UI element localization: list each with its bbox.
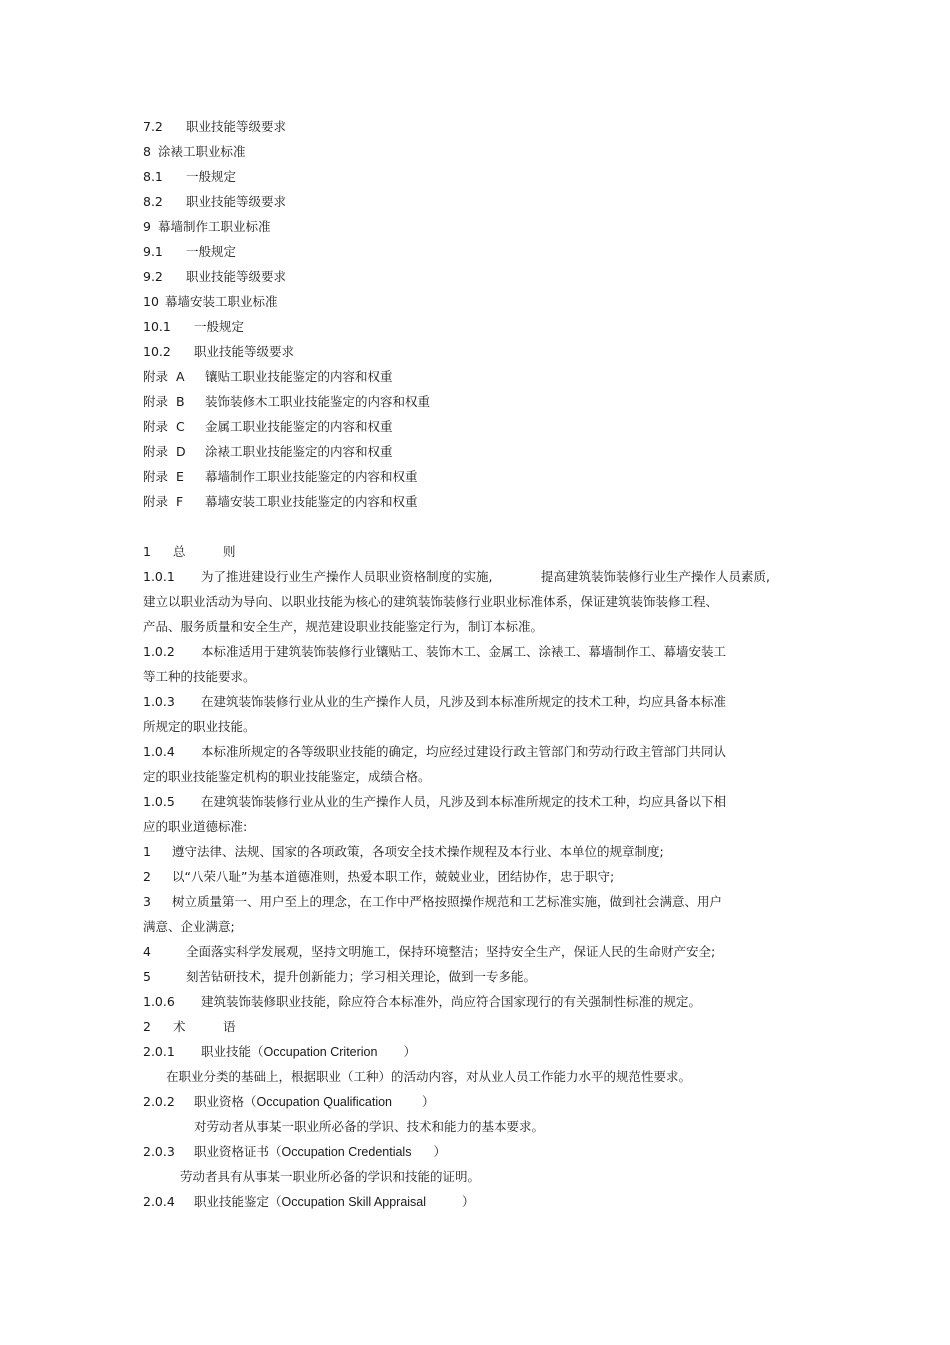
toc-title: 职业技能等级要求 xyxy=(186,194,287,209)
paragraph-line xyxy=(143,819,247,835)
toc-title: 装饰装修木工职业技能鉴定的内容和权重 xyxy=(205,394,431,409)
toc-entry xyxy=(143,369,393,385)
toc-entry xyxy=(143,494,418,510)
toc-title: 职业技能等级要求 xyxy=(186,269,287,284)
list-text: 遵守法律、法规、国家的各项政策，各项安全技术操作规程及本行业、本单位的规章制度; xyxy=(172,844,664,859)
clause-number: 2.0.3 xyxy=(143,1144,175,1159)
list-item xyxy=(143,969,536,985)
toc-title: 一般规定 xyxy=(186,244,237,259)
paragraph-text: 为了推进建设行业生产操作人员职业资格制度的实施, xyxy=(201,569,493,584)
list-number: 1 xyxy=(143,844,151,859)
term-name: 职业资格（ xyxy=(194,1094,257,1109)
toc-title: 金属工职业技能鉴定的内容和权重 xyxy=(205,419,393,434)
list-item xyxy=(143,869,614,885)
clause-number: 2.0.2 xyxy=(143,1094,175,1109)
toc-entry xyxy=(143,319,244,335)
paragraph-text: 定的职业技能鉴定机构的职业技能鉴定，成绩合格。 xyxy=(143,769,431,784)
toc-number: 8.2 xyxy=(143,194,163,209)
paragraph-line xyxy=(143,994,701,1010)
paragraph-line xyxy=(143,794,726,810)
list-text: 满意、企业满意; xyxy=(143,919,235,934)
list-text: 以“八荣八耻”为基本道德准则，热爱本职工作，兢兢业业，团结协作，忠于职守; xyxy=(172,869,615,884)
paragraph-line xyxy=(143,744,726,760)
toc-number: 附录 B xyxy=(143,394,185,409)
paragraph-line xyxy=(541,569,770,585)
toc-title: 涂裱工职业技能鉴定的内容和权重 xyxy=(205,444,393,459)
clause-number: 2.0.4 xyxy=(143,1194,175,1209)
paragraph-text: 所规定的职业技能。 xyxy=(143,719,256,734)
list-number: 4 xyxy=(143,944,151,959)
toc-number: 附录 F xyxy=(143,494,184,509)
term-name: 职业技能鉴定（ xyxy=(194,1194,282,1209)
toc-entry xyxy=(143,244,236,260)
term-english: Occupation Criterion xyxy=(263,1045,378,1059)
term-close: ） xyxy=(422,1094,435,1109)
list-number: 2 xyxy=(143,869,151,884)
section-number: 1 xyxy=(143,544,151,559)
term-definition: 在职业分类的基础上，根据职业（工种）的活动内容，对从业人员工作能力水平的规范性要求。 xyxy=(166,1069,692,1084)
paragraph-text: 在建筑装饰装修行业从业的生产操作人员，凡涉及到本标准所规定的技术工种，均应具备以下相 xyxy=(201,794,727,809)
term-close: ） xyxy=(433,1144,446,1159)
toc-entry xyxy=(143,144,246,160)
toc-title: 幕墙安装工职业标准 xyxy=(165,294,278,309)
toc-number: 8.1 xyxy=(143,169,163,184)
toc-title: 镶贴工职业技能鉴定的内容和权重 xyxy=(205,369,393,384)
term-line xyxy=(143,1194,475,1210)
list-number: 3 xyxy=(143,894,151,909)
list-text: 刻苦钻研技术，提升创新能力；学习相关理论，做到一专多能。 xyxy=(186,969,537,984)
paragraph-text: 提高建筑装饰装修行业生产操作人员素质, xyxy=(541,569,770,584)
toc-number: 10.1 xyxy=(143,319,171,334)
list-number: 5 xyxy=(143,969,151,984)
section-heading-char: 语 xyxy=(223,1019,236,1034)
section-heading-char: 术 xyxy=(173,1019,186,1034)
term-line xyxy=(143,1044,416,1060)
toc-number: 附录 C xyxy=(143,419,185,434)
section-heading xyxy=(143,544,236,560)
paragraph-line xyxy=(143,569,492,585)
toc-number: 8 xyxy=(143,144,151,159)
paragraph-text: 本标准适用于建筑装饰装修行业镶贴工、装饰木工、金属工、涂裱工、幕墙制作工、幕墙安装工 xyxy=(201,644,727,659)
term-name: 职业技能（ xyxy=(201,1044,264,1059)
clause-number: 2.0.1 xyxy=(143,1044,175,1059)
term-english: Occupation Credentials xyxy=(281,1145,412,1159)
toc-title: 职业技能等级要求 xyxy=(194,344,295,359)
toc-number: 7.2 xyxy=(143,119,163,134)
toc-number: 9.1 xyxy=(143,244,163,259)
list-text: 全面落实科学发展观，坚持文明施工，保持环境整洁；坚持安全生产，保证人民的生命财产安全; xyxy=(186,944,716,959)
list-item xyxy=(143,844,664,860)
paragraph-text: 等工种的技能要求。 xyxy=(143,669,256,684)
term-english: Occupation Skill Appraisal xyxy=(281,1195,427,1209)
list-item xyxy=(143,894,722,910)
paragraph-line xyxy=(143,594,718,610)
toc-title: 一般规定 xyxy=(186,169,237,184)
toc-number: 附录 D xyxy=(143,444,186,459)
clause-number: 1.0.1 xyxy=(143,569,175,584)
paragraph-line xyxy=(143,769,431,785)
clause-number: 1.0.5 xyxy=(143,794,175,809)
paragraph-line xyxy=(143,619,543,635)
list-text: 树立质量第一、用户至上的理念，在工作中严格按照操作规范和工艺标准实施，做到社会满意、用户 xyxy=(172,894,723,909)
term-name: 职业资格证书（ xyxy=(194,1144,282,1159)
paragraph-text: 应的职业道德标准: xyxy=(143,819,248,834)
toc-entry xyxy=(143,444,393,460)
paragraph-text: 本标准所规定的各等级职业技能的确定，均应经过建设行政主管部门和劳动行政主管部门共同认 xyxy=(201,744,727,759)
toc-title: 幕墙制作工职业技能鉴定的内容和权重 xyxy=(205,469,418,484)
toc-title: 涂裱工职业标准 xyxy=(158,144,246,159)
toc-number: 9.2 xyxy=(143,269,163,284)
paragraph-line xyxy=(143,669,256,685)
term-definition: 劳动者具有从事某一职业所必备的学识和技能的证明。 xyxy=(180,1169,481,1184)
toc-number: 附录 E xyxy=(143,469,184,484)
term-line xyxy=(143,1144,446,1160)
clause-number: 1.0.6 xyxy=(143,994,175,1009)
toc-entry xyxy=(143,269,286,285)
toc-entry xyxy=(143,419,393,435)
toc-entry xyxy=(143,294,278,310)
term-definition: 对劳动者从事某一职业所必备的学识、技术和能力的基本要求。 xyxy=(194,1119,545,1134)
toc-title: 幕墙制作工职业标准 xyxy=(158,219,271,234)
toc-entry xyxy=(143,169,236,185)
toc-entry xyxy=(143,394,430,410)
section-number: 2 xyxy=(143,1019,151,1034)
toc-entry xyxy=(143,119,286,135)
clause-number: 1.0.3 xyxy=(143,694,175,709)
paragraph-line xyxy=(143,694,726,710)
paragraph-text: 建筑装饰装修职业技能，除应符合本标准外，尚应符合国家现行的有关强制性标准的规定。 xyxy=(201,994,702,1009)
paragraph-text: 产品、服务质量和安全生产，规范建设职业技能鉴定行为，制订本标准。 xyxy=(143,619,544,634)
paragraph-line xyxy=(143,644,726,660)
toc-title: 职业技能等级要求 xyxy=(186,119,287,134)
clause-number: 1.0.4 xyxy=(143,744,175,759)
list-item xyxy=(143,944,715,960)
paragraph-text: 在建筑装饰装修行业从业的生产操作人员，凡涉及到本标准所规定的技术工种，均应具备本标准 xyxy=(201,694,727,709)
toc-number: 10.2 xyxy=(143,344,171,359)
term-close: ） xyxy=(403,1044,416,1059)
section-heading xyxy=(143,1019,236,1035)
paragraph-line xyxy=(143,719,256,735)
toc-entry xyxy=(143,469,418,485)
section-heading-char: 则 xyxy=(223,544,236,559)
term-line xyxy=(143,1094,435,1110)
toc-title: 幕墙安装工职业技能鉴定的内容和权重 xyxy=(205,494,418,509)
toc-entry xyxy=(143,344,294,360)
term-close: ） xyxy=(462,1194,475,1209)
section-heading-char: 总 xyxy=(173,544,186,559)
toc-number: 9 xyxy=(143,219,151,234)
term-english: Occupation Qualification xyxy=(256,1095,393,1109)
toc-entry xyxy=(143,194,286,210)
toc-entry xyxy=(143,219,271,235)
paragraph-text: 建立以职业活动为导向、以职业技能为核心的建筑装饰装修行业职业标准体系，保证建筑装饰装修工程、 xyxy=(143,594,719,609)
clause-number: 1.0.2 xyxy=(143,644,175,659)
toc-title: 一般规定 xyxy=(194,319,245,334)
toc-number: 附录 A xyxy=(143,369,185,384)
list-item xyxy=(143,919,235,935)
toc-number: 10 xyxy=(143,294,159,309)
